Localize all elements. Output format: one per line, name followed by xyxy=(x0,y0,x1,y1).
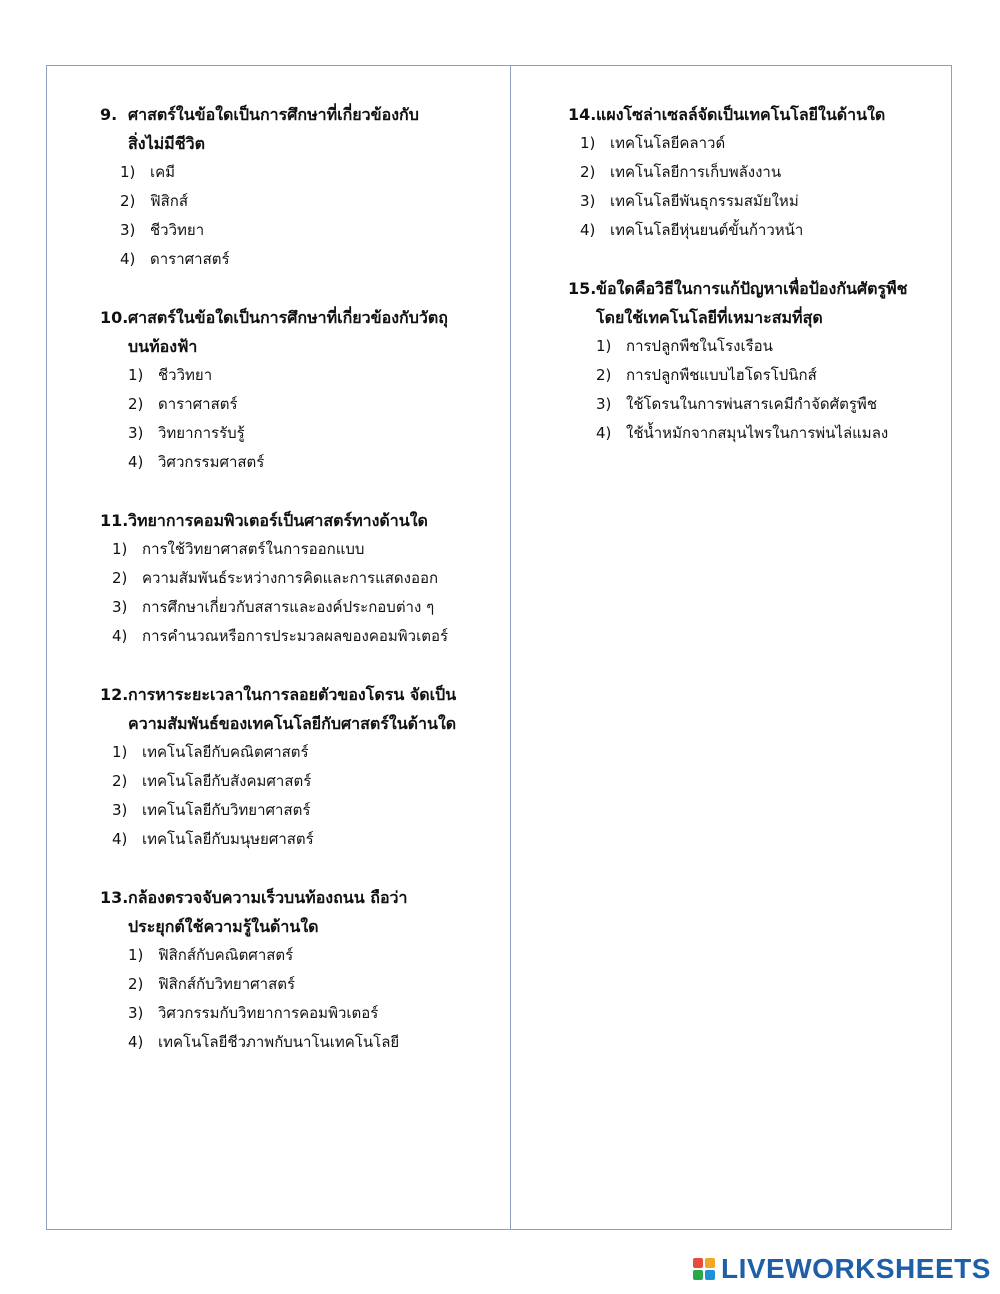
option-label: เทคโนโลยีคลาวด์ xyxy=(610,134,726,152)
answer-option-2[interactable] xyxy=(128,390,500,419)
question-text xyxy=(128,680,500,738)
left-column xyxy=(100,100,500,1086)
option-label: เทคโนโลยีกับคณิตศาสตร์ xyxy=(142,743,309,761)
option-number: 1) xyxy=(128,946,144,964)
option-label: ใช้น้ำหมักจากสมุนไพรในการพ่นไล่แมลง xyxy=(626,424,889,442)
option-label: ใช้โดรนในการพ่นสารเคมีกำจัดศัตรูพืช xyxy=(626,395,878,413)
option-label: การปลูกพืชแบบไฮโดรโปนิกส์ xyxy=(626,366,817,384)
option-label: เคมี xyxy=(150,163,176,181)
option-label: การปลูกพืชในโรงเรือน xyxy=(626,337,773,355)
liveworksheets-brand[interactable] xyxy=(693,1253,991,1285)
option-label: ชีววิทยา xyxy=(158,366,213,384)
answer-option-1[interactable] xyxy=(120,158,500,187)
question-heading xyxy=(100,303,500,361)
answer-options xyxy=(100,941,500,1057)
option-label: วิทยาการรับรู้ xyxy=(158,424,245,442)
option-number: 4) xyxy=(112,830,128,848)
question-heading xyxy=(100,506,500,535)
question-text-line-2: ความสัมพันธ์ของเทคโนโลยีกับศาสตร์ในด้านใด xyxy=(128,714,457,733)
option-number: 4) xyxy=(128,453,144,471)
answer-option-4[interactable] xyxy=(128,448,500,477)
option-number: 2) xyxy=(120,192,136,210)
question-15 xyxy=(568,274,938,448)
option-number: 2) xyxy=(112,569,128,587)
question-heading xyxy=(100,680,500,738)
answer-options xyxy=(100,738,500,854)
question-10 xyxy=(100,303,500,477)
option-label: เทคโนโลยีกับสังคมศาสตร์ xyxy=(142,772,312,790)
option-number: 4) xyxy=(120,250,136,268)
question-text-line-1: ศาสตร์ในข้อใดเป็นการศึกษาที่เกี่ยวข้องกับ xyxy=(128,105,419,124)
option-label: เทคโนโลยีชีวภาพกับนาโนเทคโนโลยี xyxy=(158,1033,400,1051)
column-divider xyxy=(510,65,511,1230)
answer-options xyxy=(568,129,938,245)
question-heading xyxy=(568,274,938,332)
option-number: 3) xyxy=(112,598,128,616)
question-number: 9. xyxy=(100,105,118,124)
answer-options xyxy=(100,361,500,477)
question-text xyxy=(596,274,938,332)
answer-option-2[interactable] xyxy=(580,158,938,187)
option-number: 1) xyxy=(596,337,612,355)
question-number: 10. xyxy=(100,308,129,327)
question-text-line-1: การหาระยะเวลาในการลอยตัวของโดรน จัดเป็น xyxy=(128,685,457,704)
question-text-line-2: สิ่งไม่มีชีวิต xyxy=(128,134,205,153)
answer-option-2[interactable] xyxy=(112,564,500,593)
option-number: 2) xyxy=(112,772,128,790)
option-label: วิศวกรรมศาสตร์ xyxy=(158,453,265,471)
answer-option-1[interactable] xyxy=(112,535,500,564)
option-number: 4) xyxy=(128,1033,144,1051)
answer-option-4[interactable] xyxy=(112,825,500,854)
answer-option-4[interactable] xyxy=(112,622,500,651)
option-number: 3) xyxy=(120,221,136,239)
option-label: ฟิสิกส์กับวิทยาศาสตร์ xyxy=(158,975,296,993)
option-label: ดาราศาสตร์ xyxy=(158,395,238,413)
question-number: 11. xyxy=(100,511,129,530)
option-number: 3) xyxy=(596,395,612,413)
option-label: เทคโนโลยีพันธุกรรมสมัยใหม่ xyxy=(610,192,799,210)
question-12 xyxy=(100,680,500,854)
option-label: เทคโนโลยีการเก็บพลังงาน xyxy=(610,163,782,181)
answer-option-1[interactable] xyxy=(580,129,938,158)
answer-option-4[interactable] xyxy=(596,419,938,448)
answer-option-1[interactable] xyxy=(596,332,938,361)
option-label: ความสัมพันธ์ระหว่างการคิดและการแสดงออก xyxy=(142,569,439,587)
answer-option-3[interactable] xyxy=(596,390,938,419)
question-13 xyxy=(100,883,500,1057)
question-text-line-2: ประยุกต์ใช้ความรู้ในด้านใด xyxy=(128,917,319,936)
question-text xyxy=(596,100,938,129)
option-number: 1) xyxy=(580,134,596,152)
question-number: 15. xyxy=(568,279,597,298)
answer-option-3[interactable] xyxy=(580,187,938,216)
question-text xyxy=(128,506,500,535)
option-label: การคำนวณหรือการประมวลผลของคอมพิวเตอร์ xyxy=(142,627,449,645)
question-text-line-1: ข้อใดคือวิธีในการแก้ปัญหาเพื่อป้องกันศัตรูพืช xyxy=(596,279,908,298)
option-number: 2) xyxy=(596,366,612,384)
option-number: 4) xyxy=(112,627,128,645)
question-heading xyxy=(100,883,500,941)
question-text xyxy=(128,100,500,158)
option-label: วิศวกรรมกับวิทยาการคอมพิวเตอร์ xyxy=(158,1004,379,1022)
question-number: 12. xyxy=(100,685,129,704)
option-number: 2) xyxy=(128,975,144,993)
option-label: เทคโนโลยีกับวิทยาศาสตร์ xyxy=(142,801,311,819)
answer-option-4[interactable] xyxy=(128,1028,500,1057)
question-text-line-1: กล้องตรวจจับความเร็วบนท้องถนน ถือว่า xyxy=(128,888,408,907)
option-number: 3) xyxy=(128,424,144,442)
answer-option-1[interactable] xyxy=(128,361,500,390)
question-11 xyxy=(100,506,500,651)
liveworksheets-logo-icon xyxy=(693,1258,715,1280)
question-heading xyxy=(568,100,938,129)
option-number: 1) xyxy=(128,366,144,384)
option-number: 3) xyxy=(128,1004,144,1022)
question-number: 14. xyxy=(568,105,597,124)
option-number: 4) xyxy=(580,221,596,239)
right-column xyxy=(568,100,938,477)
answer-option-2[interactable] xyxy=(120,187,500,216)
option-number: 1) xyxy=(120,163,136,181)
answer-option-1[interactable] xyxy=(128,941,500,970)
answer-option-3[interactable] xyxy=(120,216,500,245)
answer-option-2[interactable] xyxy=(128,970,500,999)
answer-option-3[interactable] xyxy=(128,999,500,1028)
option-label: เทคโนโลยีหุ่นยนต์ขั้นก้าวหน้า xyxy=(610,221,804,239)
answer-option-3[interactable] xyxy=(128,419,500,448)
question-text xyxy=(128,303,500,361)
question-text-line-1: วิทยาการคอมพิวเตอร์เป็นศาสตร์ทางด้านใด xyxy=(128,511,428,530)
answer-option-3[interactable] xyxy=(112,593,500,622)
option-label: ฟิสิกส์กับคณิตศาสตร์ xyxy=(158,946,294,964)
brand-wordmark: LIVEWORKSHEETS xyxy=(721,1253,991,1284)
option-number: 1) xyxy=(112,540,128,558)
question-number: 13. xyxy=(100,888,129,907)
option-label: การศึกษาเกี่ยวกับสสารและองค์ประกอบต่าง ๆ xyxy=(142,598,435,616)
question-text-line-1: แผงโซล่าเซลล์จัดเป็นเทคโนโลยีในด้านใด xyxy=(596,105,886,124)
option-label: ชีววิทยา xyxy=(150,221,205,239)
question-text xyxy=(128,883,500,941)
answer-options xyxy=(568,332,938,448)
answer-option-1[interactable] xyxy=(112,738,500,767)
question-9 xyxy=(100,100,500,274)
answer-option-2[interactable] xyxy=(112,767,500,796)
question-text-line-2: โดยใช้เทคโนโลยีที่เหมาะสมที่สุด xyxy=(596,308,823,327)
answer-options xyxy=(100,535,500,651)
option-number: 3) xyxy=(112,801,128,819)
option-number: 2) xyxy=(580,163,596,181)
option-number: 2) xyxy=(128,395,144,413)
option-label: การใช้วิทยาศาสตร์ในการออกแบบ xyxy=(142,540,365,558)
question-14 xyxy=(568,100,938,245)
answer-option-4[interactable] xyxy=(580,216,938,245)
answer-option-2[interactable] xyxy=(596,361,938,390)
answer-options xyxy=(100,158,500,274)
option-label: ฟิสิกส์ xyxy=(150,192,189,210)
question-text-line-2: บนท้องฟ้า xyxy=(128,337,198,356)
option-label: เทคโนโลยีกับมนุษยศาสตร์ xyxy=(142,830,314,848)
question-text-line-1: ศาสตร์ในข้อใดเป็นการศึกษาที่เกี่ยวข้องกับวัตถุ xyxy=(128,308,448,327)
answer-option-4[interactable] xyxy=(120,245,500,274)
question-heading xyxy=(100,100,500,158)
option-number: 4) xyxy=(596,424,612,442)
option-number: 3) xyxy=(580,192,596,210)
option-label: ดาราศาสตร์ xyxy=(150,250,230,268)
answer-option-3[interactable] xyxy=(112,796,500,825)
option-number: 1) xyxy=(112,743,128,761)
